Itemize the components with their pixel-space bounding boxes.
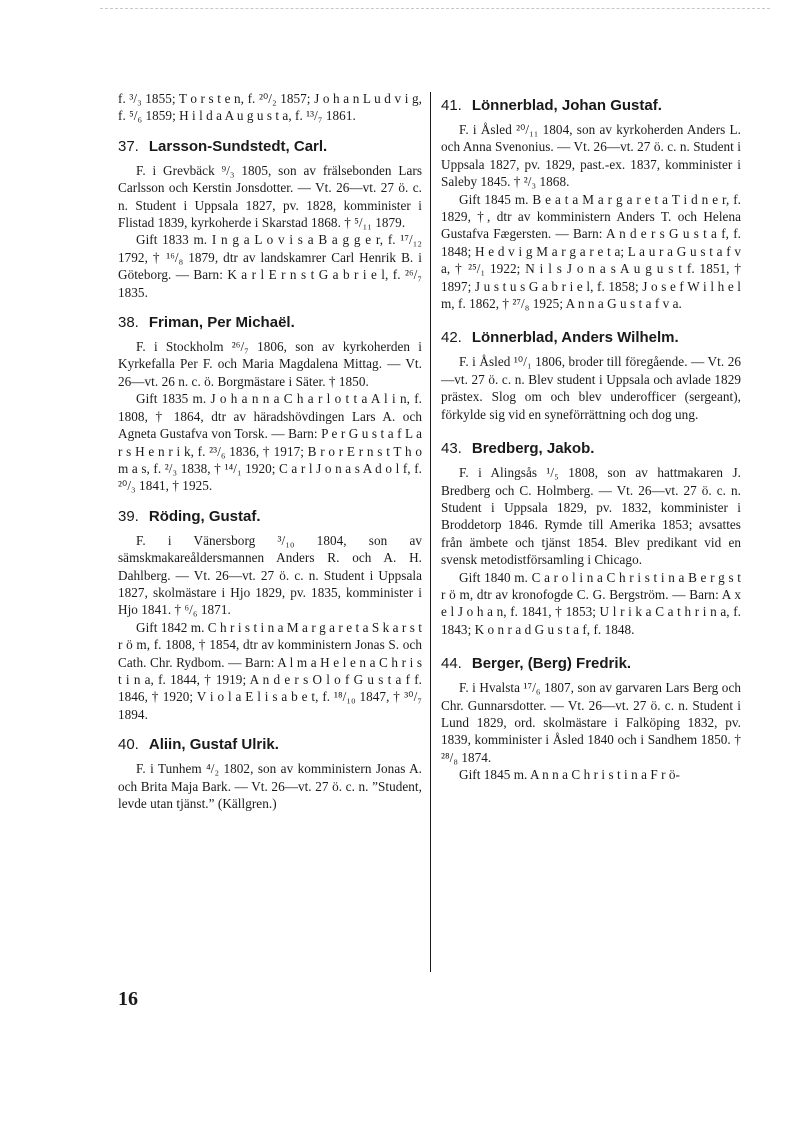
scan-edge-line (100, 8, 770, 9)
entry-heading-42 (441, 328, 741, 348)
entry-paragraph: Gift 1835 m. J o h a n n a C h a r l o t t a A l i n, f. 1808, † 1864, dtr av häradshövdingen Lars A. och Agneta Gustafva von Torsk. — Barn: P e r G u s t a f L a r s H e n r i k, f. ²³/₆ 1836, † 1917; B r o r E r n s t T h o m a s, f. ²/₃ 1838, † ¹⁴/₁ 1920; C a r l J o n a s A d o l f, f. ²⁰/₃ 1841, † 1925. (118, 391, 422, 494)
entry-name: Lönnerblad, Anders Wilhelm. (471, 329, 679, 347)
entry-number: 41. (441, 97, 462, 114)
entry-name: Lönnerblad, Johan Gustaf. (471, 97, 662, 114)
entry-paragraph: F. i Grevbäck ⁹/₃ 1805, son av frälsebonden Lars Carlsson och Kerstin Jonsdotter. — Vt. 26—vt. 27 ö. c. n. Student i Uppsala 1827, pv. 1828, komminister i Flistad 1839, kyrkoherde i Skarstad 1868. † ⁵/₁₁ 1879. (118, 162, 422, 231)
entry-paragraph: F. i Tunhem ⁴/₂ 1802, son av komministern Jonas A. och Brita Maja Bark. — Vt. 26—vt. 27 ö. c. n. ”Student, levde utan tjänst.” (Källgren.) (118, 761, 422, 811)
entry-number: 37. (118, 137, 139, 155)
entry-name: Larsson-Sundstedt, Carl. (148, 137, 328, 155)
page-number: 16 (118, 988, 138, 1010)
entry-name: Röding, Gustaf. (148, 507, 261, 525)
entry-number: 42. (441, 329, 462, 347)
entry-paragraph: Gift 1845 m. B e a t a M a r g a r e t a T i d n e r, f. 1829, †, dtr av komministern Anders T. och Helena Gustafva Fægersten. — Barn: A n d e r s G u s t a f, f. 1848; H e d v i g M a r g a r e t a; L a u r a G u s t a f v a, † ²⁵/₁ 1922; N i l s J o n a s A u g u s t f. 1851, † 1897; J u s t u s G a b r i e l, f. 1858; J o s e f W i l h e l m, f. 1862, † ²⁷/₈ 1925; A n n a G u s t a f v a. (441, 191, 741, 312)
entry-heading-38 (118, 313, 422, 333)
entry-name: Bredberg, Jakob. (471, 440, 595, 458)
entry-paragraph: F. i Vänersborg ³/₁₀ 1804, son av sämskmakareåldersmannen Anders R. och A. H. Dahlberg. — Vt. 26—vt. 27 ö. c. n. Student i Uppsala 1827, skolmästare i Hjo 1829, pv. 1835, komminister i Hjo 1841. † ⁶/₆ 1871. (118, 532, 422, 618)
column-divider (430, 92, 431, 972)
entry-heading-43 (441, 439, 741, 459)
entry-paragraph: F. i Åsled ¹⁰/₁ 1806, broder till föregående. — Vt. 26—vt. 27 ö. c. n. Blev student i Uppsala och avlade 1829 prästex. Slog om och blev underofficer (sergeant), förkylde sig vid en syneförrättning och dog ung. (441, 354, 741, 422)
entry-name: Berger, (Berg) Fredrik. (471, 655, 632, 673)
entry-paragraph: Gift 1845 m. A n n a C h r i s t i n a F r ö- (459, 767, 680, 783)
entry-paragraph: Gift 1833 m. I n g a L o v i s a B a g g e r, f. ¹⁷/₁₂ 1792, † ¹⁶/₈ 1879, dtr av landskamrer Carl Henrik B. i Göteborg. — Barn: K a r l E r n s t G a b r i e l, f. ²⁶/₇ 1835. (118, 232, 422, 300)
continuation-text: f. ³/₃ 1855; T o r s t e n, f. ²⁰/₂ 1857; J o h a n L u d v i g, f. ⁵/₆ 1859; H i l d a A u g u s t a, f. ¹³/₇ 1861. (118, 91, 422, 124)
entry-paragraph: Gift 1842 m. C h r i s t i n a M a r g a r e t a S k a r s t r ö m, f. 1808, † 1854, dtr av komministern Jonas S. och Cath. Chr. Rydbom. — Barn: A l m a H e l e n a C h r i s t i n a, f. 1844, † 1919; A n d e r s O l o f G u s t a f f. 1846, † 1920; V i o l a E l i s a b e t, f. ¹⁸/₁₀ 1847, † ³⁰/₇ 1894. (118, 619, 422, 722)
entry-name: Aliin, Gustaf Ulrik. (148, 736, 279, 754)
right-column (441, 90, 741, 784)
entry-heading-44 (441, 654, 741, 674)
left-column (118, 90, 422, 812)
entry-number: 44. (441, 655, 462, 673)
entry-heading-40 (118, 735, 422, 755)
entry-paragraph: F. i Stockholm ²⁶/₇ 1806, son av kyrkoherden i Kyrkefalla Per F. och Maria Magdalena Mittag. — Vt. 26—vt. 26 n. c. ö. Borgmästare i Säter. † 1850. (118, 339, 422, 389)
entry-number: 38. (118, 314, 139, 332)
entry-heading-37 (118, 137, 422, 157)
entry-number: 43. (441, 440, 462, 458)
entry-paragraph: Gift 1840 m. C a r o l i n a C h r i s t i n a B e r g s t r ö m, dtr av kronofogde C. G. Bergström. — Barn: A x e l J o h a n, f. 1841, † 1853; U l r i k a C a t h r i n a, f. 1843; K o n r a d G u s t a f, f. 1848. (441, 569, 741, 637)
entry-number: 40. (118, 736, 139, 754)
entry-paragraph: F. i Hvalsta ¹⁷/₆ 1807, son av garvaren Lars Berg och Chr. Gunnarsdotter. — Vt. 26—vt. 27 ö. c. n. Student i Lund 1829, ord. skolmästare i Falköping 1832, pv. 1839, komminister i Åsled 1840 och i Sandhem 1850. † ²⁸/₈ 1874. (441, 680, 741, 765)
entry-name: Friman, Per Michaël. (148, 314, 295, 332)
entry-paragraph: F. i Alingsås ¹/₅ 1808, son av hattmakaren J. Bredberg och C. Holmberg. — Vt. 26—vt. 27 ö. c. n. Student i Uppsala 1829, pv. 1832, komminister i Broddetorp 1846. Rymde till Amerika 1853; avsattes från ämbete och tjänst 1854. Blev predikant vid en svensk metodistförsamling i Chicago. (441, 465, 741, 568)
entry-heading-39 (118, 507, 422, 527)
entry-number: 39. (118, 507, 139, 525)
entry-heading-41 (441, 96, 741, 116)
entry-paragraph: F. i Åsled ²⁰/₁₁ 1804, son av kyrkoherden Anders L. och Anna Svenonius. — Vt. 26—vt. 27 ö. c. n. Student i Uppsala 1827, pv. 1829, past.-ex. 1837, komminister i Saleby 1845. † ²/₃ 1868. (441, 122, 741, 190)
